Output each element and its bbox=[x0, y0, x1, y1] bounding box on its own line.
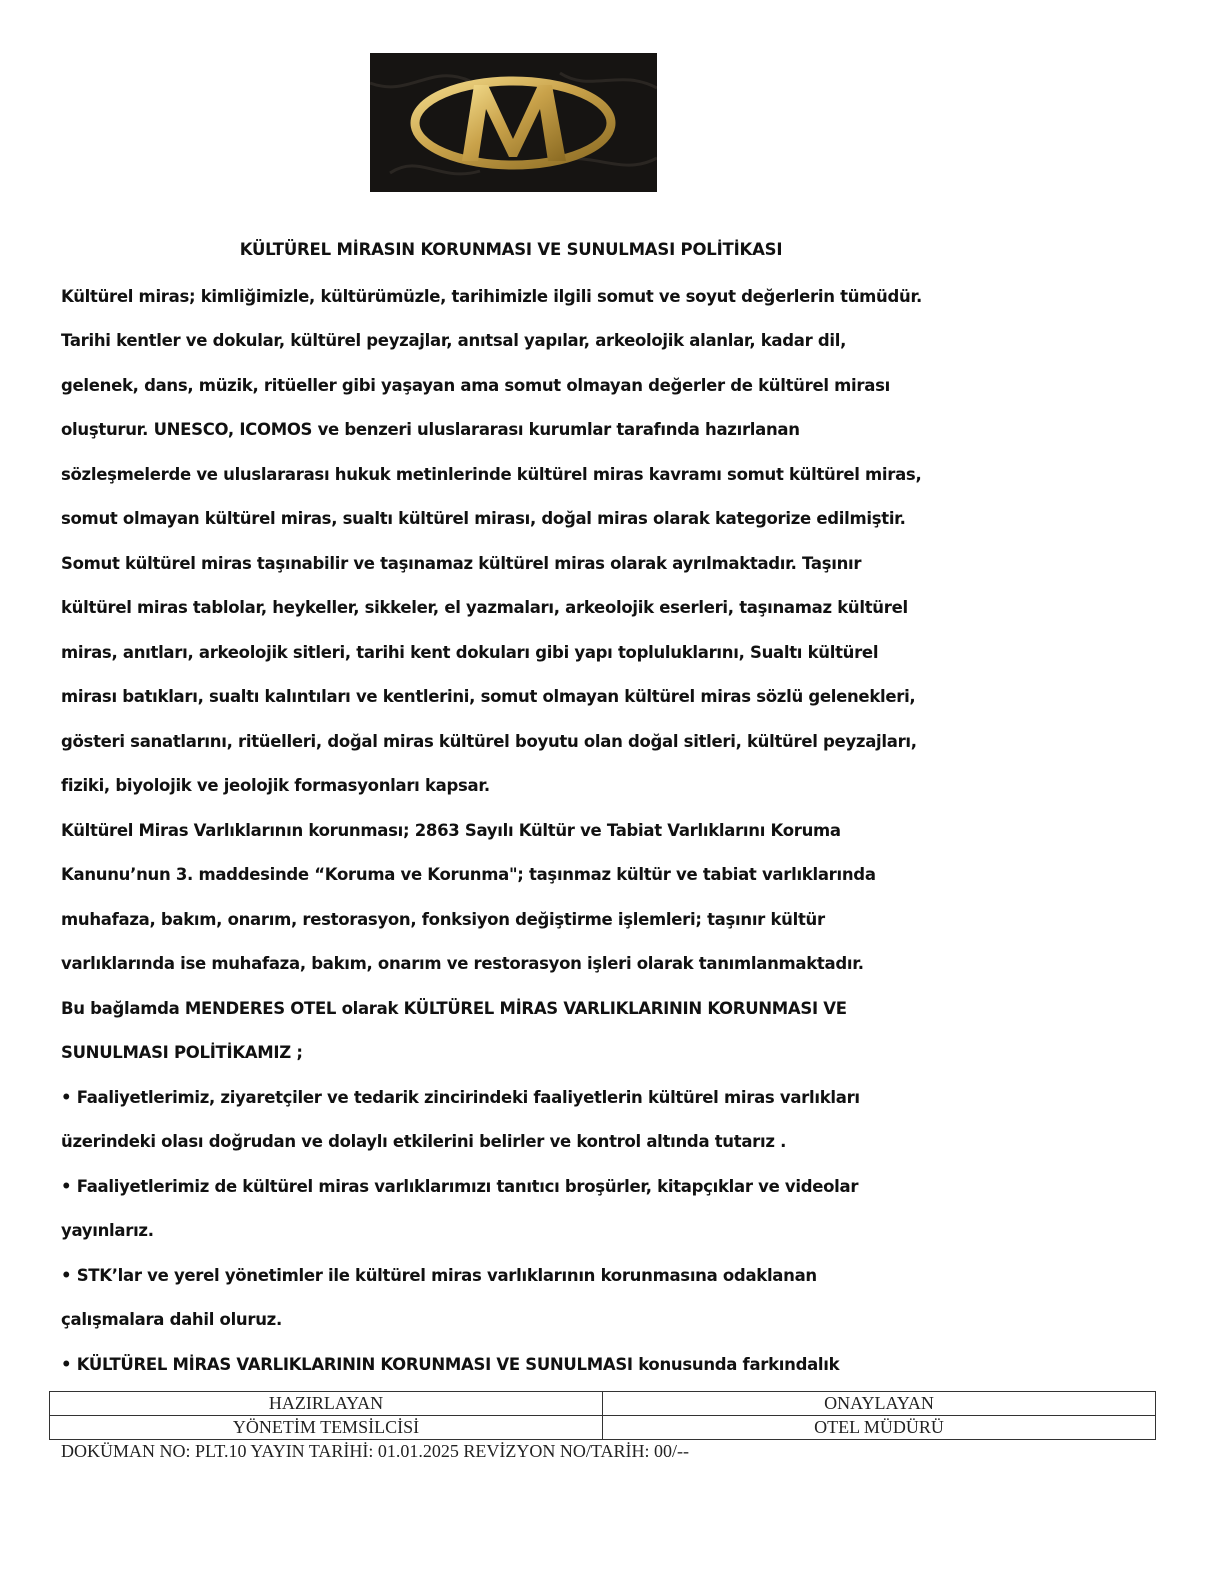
m-emblem-icon bbox=[370, 53, 657, 192]
bullet-line: • Faaliyetlerimiz de kültürel miras varlıklarımızı tanıtıcı broşürler, kitapçıklar ve videolar bbox=[61, 1177, 859, 1196]
paragraph-line: varlıklarında ise muhafaza, bakım, onarım ve restorasyon işleri olarak tanımlanmaktadır. bbox=[61, 954, 864, 973]
paragraph-line: sözleşmelerde ve uluslararası hukuk metinlerinde kültürel miras kavramı somut kültürel miras, bbox=[61, 465, 922, 484]
bullet-line: • KÜLTÜREL MİRAS VARLIKLARININ KORUNMASI VE SUNULMASI konusunda farkındalık bbox=[61, 1355, 840, 1374]
paragraph-line: somut olmayan kültürel miras, sualtı kültürel mirası, doğal miras olarak kategorize edilmiştir. bbox=[61, 509, 906, 528]
bullet-line: üzerindeki olası doğrudan ve dolaylı etkilerini belirler ve kontrol altında tutarız . bbox=[61, 1132, 787, 1151]
signature-table bbox=[49, 1391, 1156, 1440]
paragraph-line: Tarihi kentler ve dokular, kültürel peyzajlar, anıtsal yapılar, arkeolojik alanlar, kadar dil, bbox=[61, 331, 847, 350]
document-title: KÜLTÜREL MİRASIN KORUNMASI VE SUNULMASI POLİTİKASI bbox=[239, 240, 783, 259]
paragraph-line: mirası batıkları, sualtı kalıntıları ve kentlerini, somut olmayan kültürel miras sözlü gelenekleri, bbox=[61, 687, 916, 706]
bullet-line: yayınlarız. bbox=[61, 1221, 154, 1240]
bullet-line: • Faaliyetlerimiz, ziyaretçiler ve tedarik zincirindeki faaliyetlerin kültürel miras varlıkları bbox=[61, 1088, 860, 1107]
paragraph-line: Kültürel miras; kimliğimizle, kültürümüzle, tarihimizle ilgili somut ve soyut değerlerin tümüdür. bbox=[61, 287, 922, 306]
table-row bbox=[50, 1416, 1156, 1440]
paragraph-line: gösteri sanatlarını, ritüelleri, doğal miras kültürel boyutu olan doğal sitleri, kültürel peyzajları, bbox=[61, 732, 917, 751]
bullet-line: • STK’lar ve yerel yönetimler ile kültürel miras varlıklarının korunmasına odaklanan bbox=[61, 1266, 817, 1285]
paragraph-line: muhafaza, bakım, onarım, restorasyon, fonksiyon değiştirme işlemleri; taşınır kültür bbox=[61, 910, 825, 929]
paragraph-line: miras, anıtları, arkeolojik sitleri, tarihi kent dokuları gibi yapı topluluklarını, Sualtı kültürel bbox=[61, 643, 879, 662]
paragraph-line: fiziki, biyolojik ve jeolojik formasyonları kapsar. bbox=[61, 776, 490, 795]
paragraph-line: oluşturur. UNESCO, ICOMOS ve benzeri uluslararası kurumlar tarafında hazırlanan bbox=[61, 420, 800, 439]
table-row bbox=[50, 1392, 1156, 1416]
paragraph-line: Somut kültürel miras taşınabilir ve taşınamaz kültürel miras olarak ayrılmaktadır. Taşınır bbox=[61, 554, 862, 573]
prepared-by-cell: YÖNETİM TEMSİLCİSİ bbox=[50, 1416, 603, 1440]
paragraph-line: Kültürel Miras Varlıklarının korunması; 2863 Sayılı Kültür ve Tabiat Varlıklarını Koruma bbox=[61, 821, 841, 840]
bullet-line: çalışmalara dahil oluruz. bbox=[61, 1310, 282, 1329]
paragraph-line: gelenek, dans, müzik, ritüeller gibi yaşayan ama somut olmayan değerler de kültürel mirası bbox=[61, 376, 890, 395]
hotel-logo bbox=[370, 53, 657, 192]
prepared-header-cell: HAZIRLAYAN bbox=[50, 1392, 603, 1416]
paragraph-line: kültürel miras tablolar, heykeller, sikkeler, el yazmaları, arkeolojik eserleri, taşınamaz kültürel bbox=[61, 598, 908, 617]
approved-header-cell: ONAYLAYAN bbox=[603, 1392, 1156, 1416]
paragraph-line: Kanunu’nun 3. maddesinde “Koruma ve Korunma"; taşınmaz kültür ve tabiat varlıklarında bbox=[61, 865, 876, 884]
document-footer: DOKÜMAN NO: PLT.10 YAYIN TARİHİ: 01.01.2025 REVİZYON NO/TARİH: 00/-- bbox=[61, 1441, 689, 1461]
approved-by-cell: OTEL MÜDÜRÜ bbox=[603, 1416, 1156, 1440]
paragraph-line: Bu bağlamda MENDERES OTEL olarak KÜLTÜREL MİRAS VARLIKLARININ KORUNMASI VE bbox=[61, 999, 847, 1018]
paragraph-line: SUNULMASI POLİTİKAMIZ ; bbox=[61, 1043, 303, 1062]
